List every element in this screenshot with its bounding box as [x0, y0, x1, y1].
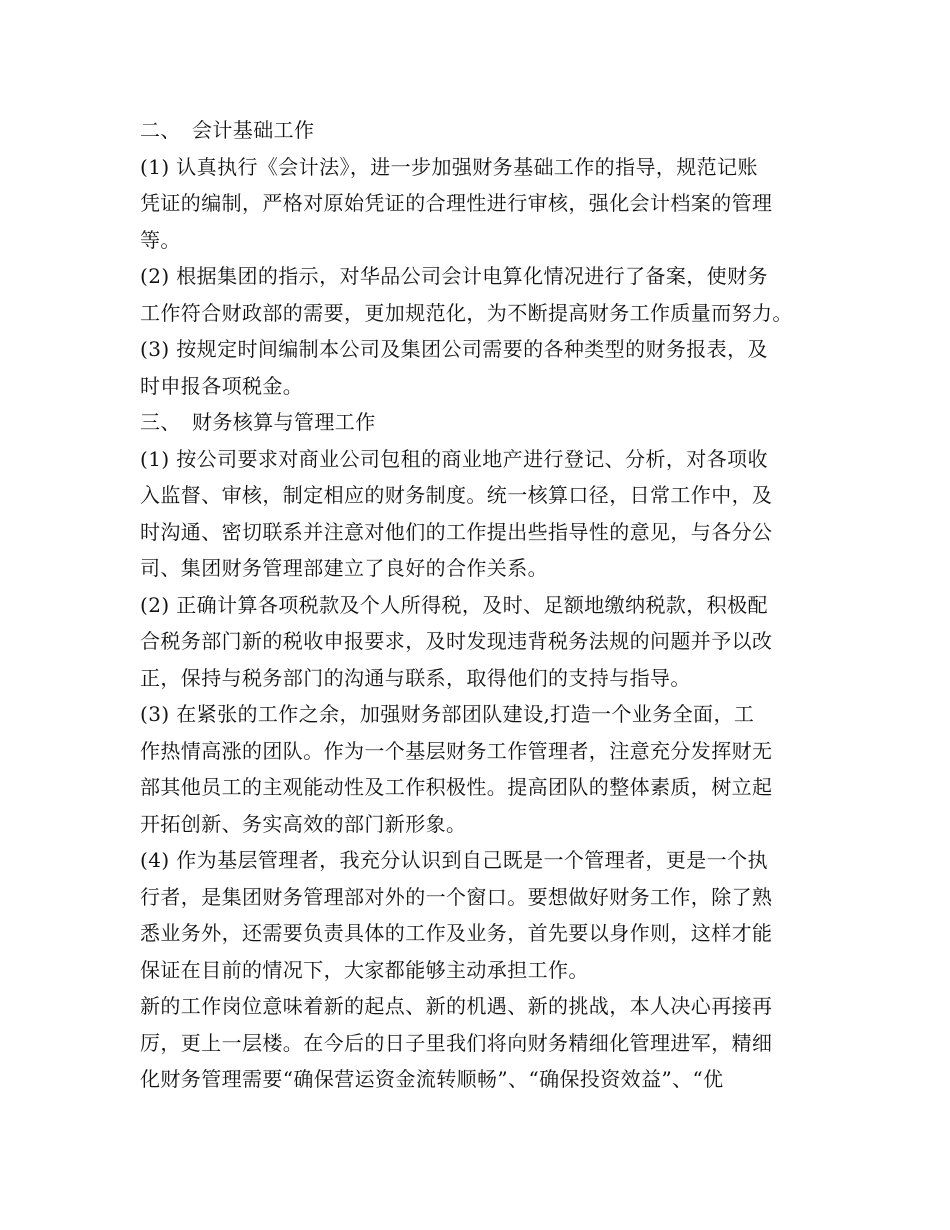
section-number: 二、	[140, 118, 181, 142]
paragraph-line: 时沟通、密切联系并注意对他们的工作提出些指导性的意见，与各分公	[140, 519, 773, 544]
paragraph-line: 工作符合财政部的需要，更加规范化，为不断提高财务工作质量而努力。	[140, 300, 793, 325]
paragraph-line: 凭证的编制，严格对原始凭证的合理性进行审核，强化会计档案的管理	[140, 191, 773, 215]
paragraph-line: (3) 在紧张的工作之余，加强财务部团队建设,打造一个业务全面，工	[140, 702, 755, 726]
paragraph	[140, 258, 820, 331]
section-title: 财务核算与管理工作	[192, 410, 376, 434]
paragraph	[140, 149, 820, 259]
paragraph-line: (2) 根据集团的指示，对华品公司会计电算化情况进行了备案，使财务	[140, 264, 768, 288]
paragraph-line: 化财务管理需要“确保营运资金流转顺畅”、“确保投资效益”、“优	[140, 1067, 724, 1091]
paragraph-line: 部其他员工的主观能动性及工作积极性。提高团队的整体素质，树立起	[140, 775, 773, 799]
paragraph	[140, 331, 820, 404]
paragraph-line: 入监督、审核，制定相应的财务制度。统一核算口径，日常工作中，及	[140, 483, 773, 507]
paragraph-line: 行者，是集团财务管理部对外的一个窗口。要想做好财务工作，除了熟	[140, 884, 773, 909]
paragraph-line: 等。	[140, 227, 181, 252]
document-body	[140, 112, 820, 1098]
section-heading	[140, 404, 820, 441]
paragraph-line: 新的工作岗位意味着新的起点、新的机遇、新的挑战，本人决心再接再	[140, 994, 773, 1018]
paragraph-line: 合税务部门新的税收申报要求，及时发现违背税务法规的问题并予以改	[140, 629, 773, 653]
section-heading	[140, 112, 820, 149]
paragraph	[140, 441, 820, 587]
paragraph	[140, 696, 820, 842]
section-number: 三、	[140, 410, 181, 434]
paragraph-line: (3) 按规定时间编制本公司及集团公司需要的各种类型的财务报表，及	[140, 337, 768, 361]
paragraph-line: (4) 作为基层管理者，我充分认识到自己既是一个管理者，更是一个执	[140, 848, 768, 872]
paragraph-line: 厉，更上一层楼。在今后的日子里我们将向财务精细化管理进军，精细	[140, 1030, 773, 1055]
paragraph-line: 开拓创新、务实高效的部门新形象。	[140, 811, 467, 836]
paragraph-line: 正，保持与税务部门的沟通与联系，取得他们的支持与指导。	[140, 665, 691, 690]
paragraph-line: (1) 按公司要求对商业公司包租的商业地产进行登记、分析，对各项收	[140, 446, 768, 471]
paragraph	[140, 988, 820, 1098]
paragraph-line: (1) 认真执行《会计法》，进一步加强财务基础工作的指导，规范记账	[140, 154, 758, 179]
paragraph-line: (2) 正确计算各项税款及个人所得税，及时、足额地缴纳税款，积极配	[140, 592, 768, 617]
paragraph	[140, 842, 820, 988]
paragraph	[140, 587, 820, 697]
paragraph-line: 司、集团财务管理部建立了良好的合作关系。	[140, 556, 548, 580]
paragraph-line: 作热情高涨的团队。作为一个基层财务工作管理者，注意充分发挥财无	[140, 738, 773, 763]
paragraph-line: 保证在目前的情况下，大家都能够主动承担工作。	[140, 957, 589, 982]
section-title: 会计基础工作	[192, 118, 315, 142]
paragraph-line: 时申报各项税金。	[140, 373, 304, 398]
paragraph-line: 悉业务外，还需要负责具体的工作及业务，首先要以身作则，这样才能	[140, 921, 773, 945]
